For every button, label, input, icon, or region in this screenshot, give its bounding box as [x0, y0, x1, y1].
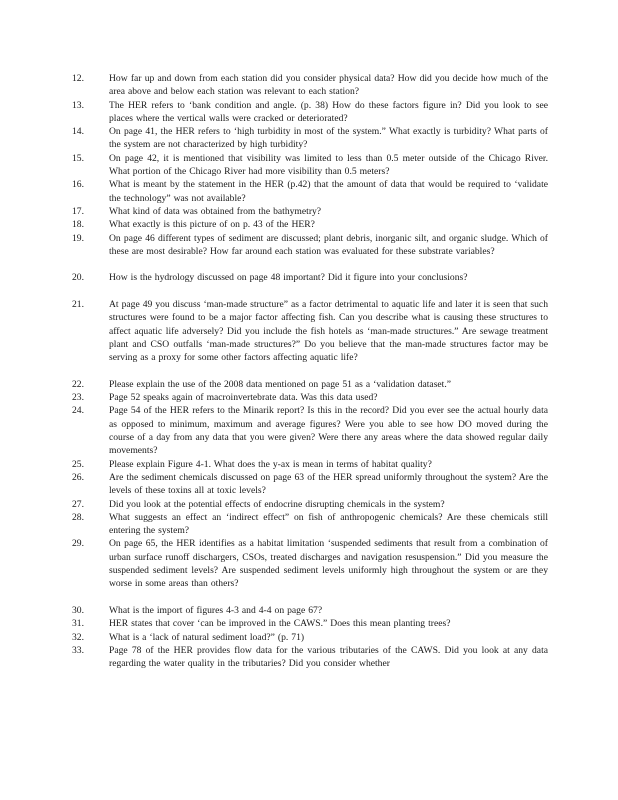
question-text: At page 49 you discuss ‘man-made structure” as a factor detrimental to aquatic life and later it is seen that such structures were found to be a major factor affecting fish. Can you describe what is causing these structures to affect aquatic life adversely? Did you include the fish hotels as ‘man-made structures.” Are sewage treatment plant and CSO outfalls ‘man-made structures?” Do you believe that the man-made structures factor may be serving as a proxy for some other factors affecting aquatic life? [109, 299, 548, 364]
question-text: What is meant by the statement in the HER (p.42) that the amount of data that would be required to ‘validate the technology” was not available? [109, 179, 548, 204]
question-text: How far up and down from each station did you consider physical data? How did you decide how much of the area above and below each station was relevant to each station? [109, 73, 548, 98]
question-item [72, 631, 548, 644]
question-item [72, 404, 548, 457]
question-number: 31. [72, 618, 84, 630]
question-item [72, 99, 548, 126]
question-item [72, 152, 548, 179]
question-number: 23. [72, 392, 84, 404]
question-number: 32. [72, 631, 84, 643]
question-text: Page 78 of the HER provides flow data for the various tributaries of the CAWS. Did you look at any data regarding the water quality in the tributaries? Did you consider whether [109, 644, 548, 670]
question-item [72, 458, 548, 471]
question-number: 24. [72, 405, 84, 417]
question-item [72, 232, 548, 272]
question-item [72, 378, 548, 391]
question-text: Are the sediment chemicals discussed on page 63 of the HER spread uniformly throughout the system? Are the levels of these toxins all at toxic levels? [109, 471, 548, 497]
question-text: What is the import of figures 4-3 and 4-4 on page 67? [109, 604, 323, 616]
question-item [72, 72, 548, 99]
question-number: 20. [72, 272, 84, 284]
question-number: 28. [72, 511, 84, 523]
question-number: 15. [72, 152, 84, 164]
question-number: 21. [72, 299, 84, 311]
question-text: Page 52 speaks again of macroinvertebrate data. Was this data used? [109, 392, 378, 404]
question-number: 33. [72, 644, 84, 656]
question-item [72, 271, 548, 298]
question-number: 27. [72, 498, 84, 510]
question-number: 26. [72, 471, 84, 483]
question-number: 25. [72, 458, 84, 470]
question-text: HER states that cover ‘can be improved in the CAWS.” Does this mean planting trees? [109, 618, 451, 630]
question-text: What is a ‘lack of natural sediment load?” (p. 71) [109, 631, 305, 643]
question-text: Page 54 of the HER refers to the Minarik report? Is this in the record? Did you ever see the actual hourly data as opposed to minimum, maximum and average figures? Were you able to see how DO moved during the course of a day from any data that you were given? Were there any areas where the data showed regular daily movements? [109, 405, 548, 457]
question-item [72, 205, 548, 218]
question-list [72, 72, 548, 684]
question-text: Please explain the use of the 2008 data mentioned on page 51 as a ‘validation dataset.” [109, 378, 452, 390]
question-item [72, 298, 548, 378]
question-item [72, 218, 548, 231]
question-number: 18. [72, 219, 84, 231]
question-item [72, 125, 548, 152]
question-number: 29. [72, 538, 84, 550]
question-number: 14. [72, 126, 84, 138]
question-text: On page 46 different types of sediment are discussed; plant debris, inorganic silt, and organic sludge. Which of these are most desirable? How far around each station was evaluated for these substrate variables? [109, 232, 548, 257]
question-item [72, 511, 548, 538]
question-item [72, 471, 548, 498]
question-number: 12. [72, 73, 84, 84]
question-item [72, 391, 548, 404]
question-item [72, 644, 548, 684]
question-text: What exactly is this picture of on p. 43 of the HER? [109, 219, 315, 231]
question-text: Please explain Figure 4-1. What does the y-ax is mean in terms of habitat quality? [109, 458, 432, 470]
question-item [72, 178, 548, 205]
question-text: On page 42, it is mentioned that visibility was limited to less than 0.5 meter outside of the Chicago River. What portion of the Chicago River had more visibility than 0.5 meters? [109, 152, 548, 178]
question-number: 13. [72, 99, 84, 111]
question-text: What suggests an effect an ‘indirect effect” on fish of anthropogenic chemicals? Are these chemicals still entering the system? [109, 511, 548, 537]
question-number: 22. [72, 378, 84, 390]
question-text: What kind of data was obtained from the bathymetry? [109, 205, 322, 217]
question-number: 19. [72, 232, 84, 244]
question-item [72, 498, 548, 511]
question-item [72, 537, 548, 604]
question-number: 17. [72, 205, 84, 217]
question-item [72, 617, 548, 630]
question-number: 30. [72, 604, 84, 616]
question-text: Did you look at the potential effects of endocrine disrupting chemicals in the system? [109, 498, 445, 510]
question-text: On page 65, the HER identifies as a habitat limitation ‘suspended sediments that result from a combination of urban surface runoff dischargers, CSOs, treated discharges and navigation resuspension.” Did you measure the suspended sediment levels? Are suspended sediment levels uniformly high throughout the system or are they worse in some areas than others? [109, 538, 548, 590]
question-item [72, 604, 548, 617]
question-text: How is the hydrology discussed on page 48 important? Did it figure into your conclusions? [109, 272, 468, 284]
question-text: The HER refers to ‘bank condition and angle. (p. 38) How do these factors figure in? Did you look to see places where the vertical walls were cracked or deteriorated? [109, 99, 548, 124]
question-number: 16. [72, 179, 84, 191]
question-text: On page 41, the HER refers to ‘high turbidity in most of the system.” What exactly is turbidity? What parts of the system are not characterized by high turbidity? [109, 126, 548, 151]
